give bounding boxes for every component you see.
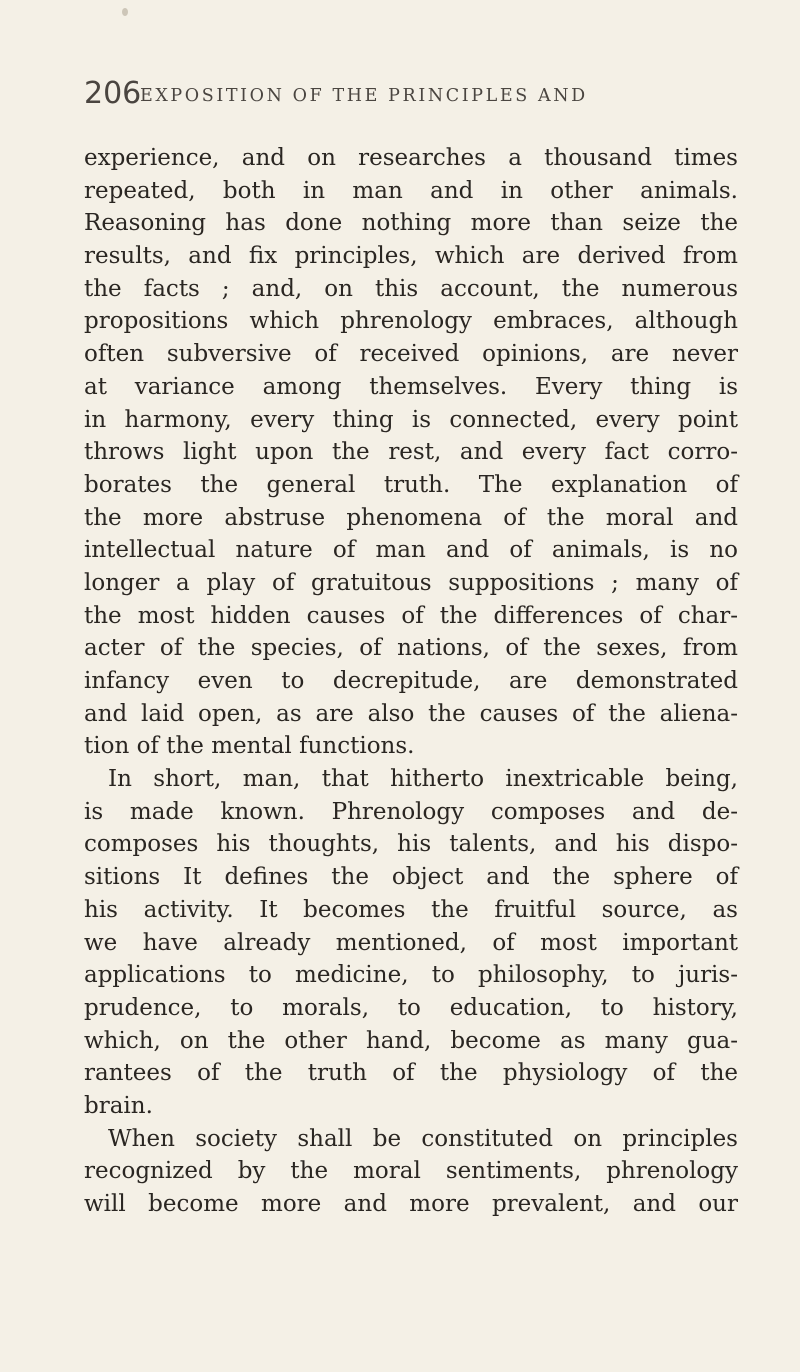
running-title: EXPOSITION OF THE PRINCIPLES AND — [140, 86, 588, 106]
text-line: throws light upon the rest, and every fact corro- — [84, 439, 738, 466]
text-line: tion of the mental functions. — [84, 733, 415, 760]
text-line: is made known. Phrenology composes and de- — [84, 798, 738, 825]
paragraph-start-line: In short, man, that hitherto inextricable being, — [108, 766, 738, 793]
text-line: the most hidden causes of the differences of char- — [84, 602, 738, 629]
text-line: often subversive of received opinions, are never — [84, 341, 738, 368]
text-line: we have already mentioned, of most important — [84, 929, 738, 956]
text-line: Reasoning has done nothing more than seize the — [84, 210, 738, 237]
text-line: the more abstruse phenomena of the moral and — [84, 504, 738, 531]
page-number: 206 — [84, 76, 142, 111]
text-line: the facts ; and, on this account, the numerous — [84, 275, 738, 302]
text-line: acter of the species, of nations, of the sexes, from — [84, 635, 738, 662]
body-text — [84, 142, 738, 1221]
text-line: which, on the other hand, become as many gua- — [84, 1027, 738, 1054]
paragraph-start-line: When society shall be constituted on principles — [108, 1125, 738, 1152]
text-line: repeated, both in man and in other animals. — [84, 177, 738, 204]
text-line: intellectual nature of man and of animals, is no — [84, 537, 738, 564]
text-line: in harmony, every thing is connected, every point — [84, 406, 738, 433]
text-line: at variance among themselves. Every thing is — [84, 373, 738, 400]
text-line: rantees of the truth of the physiology of the — [84, 1060, 738, 1087]
text-line: composes his thoughts, his talents, and his dispo- — [84, 831, 738, 858]
text-line: results, and fix principles, which are derived from — [84, 243, 738, 270]
text-line: propositions which phrenology embraces, although — [84, 308, 738, 335]
text-line: will become more and more prevalent, and our — [84, 1191, 738, 1217]
text-line: sitions It defines the object and the sphere of — [84, 864, 738, 891]
text-line: applications to medicine, to philosophy, to juris- — [84, 962, 738, 989]
print-speck — [122, 8, 128, 16]
text-line: brain. — [84, 1092, 153, 1119]
text-line: longer a play of gratuitous suppositions ; many of — [84, 569, 738, 596]
text-line: recognized by the moral sentiments, phrenology — [84, 1158, 738, 1185]
text-line: his activity. It becomes the fruitful source, as — [84, 896, 738, 923]
running-head — [84, 76, 744, 116]
text-line: experience, and on researches a thousand times — [84, 145, 738, 171]
text-line: prudence, to morals, to education, to history, — [84, 994, 738, 1021]
text-line: borates the general truth. The explanation of — [84, 471, 738, 498]
text-line: and laid open, as are also the causes of the aliena- — [84, 700, 738, 727]
text-line: infancy even to decrepitude, are demonstrated — [84, 668, 738, 694]
